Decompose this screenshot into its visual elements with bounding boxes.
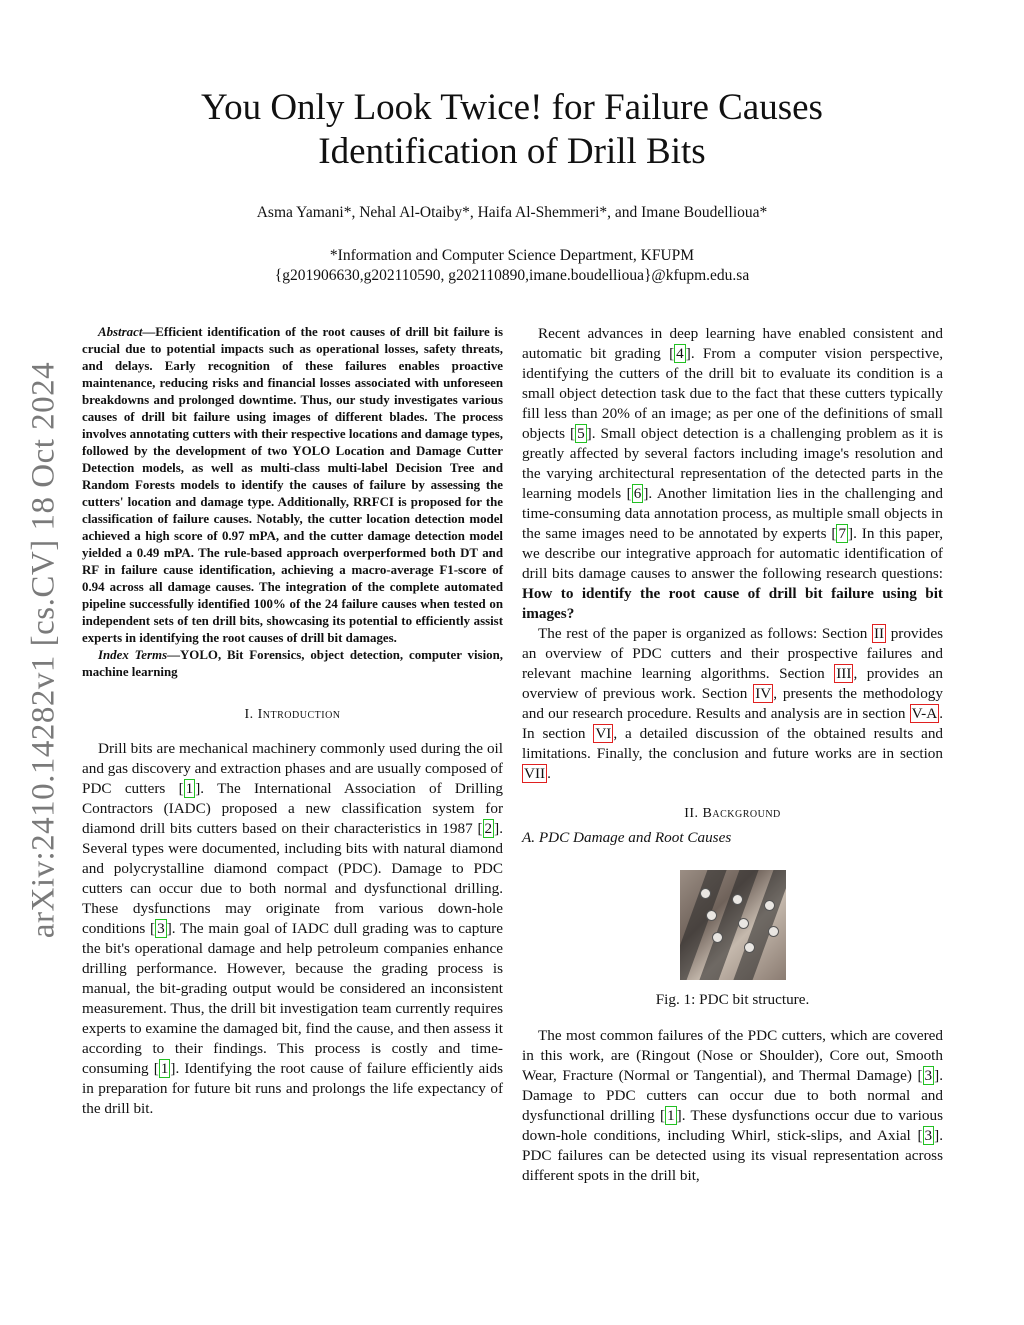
- section-link[interactable]: IV: [755, 685, 772, 702]
- citation-link[interactable]: 5: [577, 425, 585, 442]
- arxiv-stamp: arXiv:2410.14282v1 [cs.CV] 18 Oct 2024: [25, 361, 62, 939]
- citation-link[interactable]: 1: [160, 1060, 169, 1077]
- citation-link[interactable]: 1: [667, 1107, 675, 1124]
- intro-paragraph: Drill bits are mechanical machinery commonly used during the oil and gas discovery and extraction phases and are usually composed of PDC cutters [ 1 ]. The International Association of Drilling Contractors (IADC) proposed a new classification system for diamond drill bits cutters based on their characteristics in 1987 [ 2 ]. Several types were documented, including bits with natural diamond and polycrystalline diamond compact (PDC). Damage to PDC cutters can occur due to both normal and dysfunctional drilling. These dysfunctions may originate from various down-hole conditions [ 3 ]. The main goal of IADC dull grading was to capture the bit's operational damage and help petroleum companies enhance drilling performance. However, because the grading process is manual, the bit-grading output would be considered an inconsistent measurement. Thus, the drill bit investigation team currently requires experts to examine the damaged bit, find the cause, and then assess it according to their findings. This process is costly and time-consuming [ 1 ]. Identifying the root cause of failure efficiently aids in preparation for future bit runs and prolongs the life expectancy of the drill bit.: [82, 740, 503, 1117]
- pdc-bit-photo: [680, 870, 786, 980]
- section-link[interactable]: II: [873, 625, 885, 642]
- section-heading-background: II. Background: [684, 806, 781, 821]
- author-list: Asma Yamani*, Nehal Al-Otaiby*, Haifa Al-Shemmeri*, and Imane Boudellioua*: [256, 204, 768, 221]
- paragraph-deep-learning: Recent advances in deep learning have enabled consistent and automatic bit grading [ 4 ]. From a computer vision perspective, identifying the cutters of the drill bit to evaluate its condition is a small object detection task due to the fact that these cutters typically fill less than 20% of an image; as per one of the definitions of small objects [ 5 ]. Small object detection is a challenging problem as it is greatly affected by several factors including image's resolution and the varying architectural representation of the detected parts in the learning models [ 6 ]. Another limitation lies in the challenging and time-consuming data annotation process, as multiple small objects in the same images need to be annotated by experts [ 7 ]. In this paper, we describe our integrative approach for automatic identification of drill bits damage causes to answer the following research questions: How to identify the root cause of drill bit failure using bit images?: [522, 325, 943, 622]
- left-column: [82, 324, 503, 1119]
- citation-link[interactable]: 2: [484, 820, 493, 837]
- citation-link[interactable]: 3: [924, 1127, 933, 1144]
- citation-link[interactable]: 7: [838, 525, 847, 542]
- index-terms: Index Terms—YOLO, Bit Forensics, object detection, computer vision, machine learning: [82, 648, 503, 679]
- section-link[interactable]: III: [836, 665, 852, 682]
- research-question: How to identify the root cause of drill bit failure using bit images?: [522, 585, 943, 622]
- citation-link[interactable]: 6: [633, 485, 642, 502]
- section-link[interactable]: VII: [524, 765, 546, 782]
- subsection-heading: A. PDC Damage and Root Causes: [522, 829, 732, 846]
- citation-link[interactable]: 3: [924, 1067, 933, 1084]
- figure-caption: Fig. 1: PDC bit structure.: [655, 991, 810, 1008]
- section-link[interactable]: VI: [595, 725, 612, 742]
- citation-link[interactable]: 4: [676, 345, 684, 362]
- affiliation: *Information and Computer Science Department, KFUPM: [329, 247, 695, 264]
- citation-link[interactable]: 3: [157, 920, 165, 937]
- right-column: [522, 324, 943, 1186]
- citation-link[interactable]: 1: [185, 780, 194, 797]
- section-link[interactable]: V-A: [911, 705, 938, 722]
- paper-title: You Only Look Twice! for Failure Causes Identification of Drill Bits: [201, 87, 823, 172]
- affiliation-block: [0, 246, 1024, 286]
- emails: {g201906630,g202110590, g202110890,imane.boudellioua}@kfupm.edu.sa: [274, 267, 750, 284]
- abstract: Abstract—Efficient identification of the root causes of drill bit failure is crucial due to potential impacts such as operational losses, safety threats, and delays. Early recognition of these failures enables proactive maintenance, reducing risks and financial losses associated with unforeseen breakdowns and prolonged downtime. Thus, our study investigates various causes of drill bit failure using images of different blades. The process involves annotating cutters with their respective locations and damage types, followed by the development of two YOLO Location and Damage Cutter Detection models, as well as multi-class multi-label Decision Tree and Random Forests models to identify the causes of failure by assessing the cutters' location and damage type. Additionally, RRFCI is proposed for the classification of failure causes. Notably, the cutter location detection model achieved a high score of 0.97 mPA, and the cutter damage detection model yielded a 0.49 mPA. The rule-based approach overperformed both DT and RF in failure cause identification, achieving a macro-average F1-score of 0.94 across all damage causes. The integration of the complete automated pipeline successfully identified 100% of the 24 failure causes when tested on independent sets of ten drill bits, showcasing its potential to efficiently assist experts in identifying the root causes of drill bit damages.: [82, 325, 503, 645]
- figure: [522, 870, 943, 980]
- paragraph-organization: The rest of the paper is organized as follows: Section II provides an overview of PDC cutters and their prospective failures and relevant machine learning algorithms. Section III , provides an overview of previous work. Section IV , presents the methodology and our research procedure. Results and analysis are in section V-A . In section VI , a detailed discussion of the obtained results and limitations. Finally, the conclusion and future works are in section VII .: [522, 625, 944, 782]
- section-heading-introduction: I. Introduction: [244, 707, 341, 722]
- paragraph-failures: The most common failures of the PDC cutters, which are covered in this work, are (Ringout (Nose or Shoulder), Core out, Smooth Wear, Fracture (Normal or Tangential), and Thermal Damage) [ 3 ]. Damage to PDC cutters can occur due to both normal and dysfunctional drilling [ 1 ]. These dysfunctions occur due to various down-hole conditions, including Whirl, stick-slips, and Axial [ 3 ]. PDC failures can be detected using its visual representation across different spots in the drill bit,: [522, 1027, 943, 1184]
